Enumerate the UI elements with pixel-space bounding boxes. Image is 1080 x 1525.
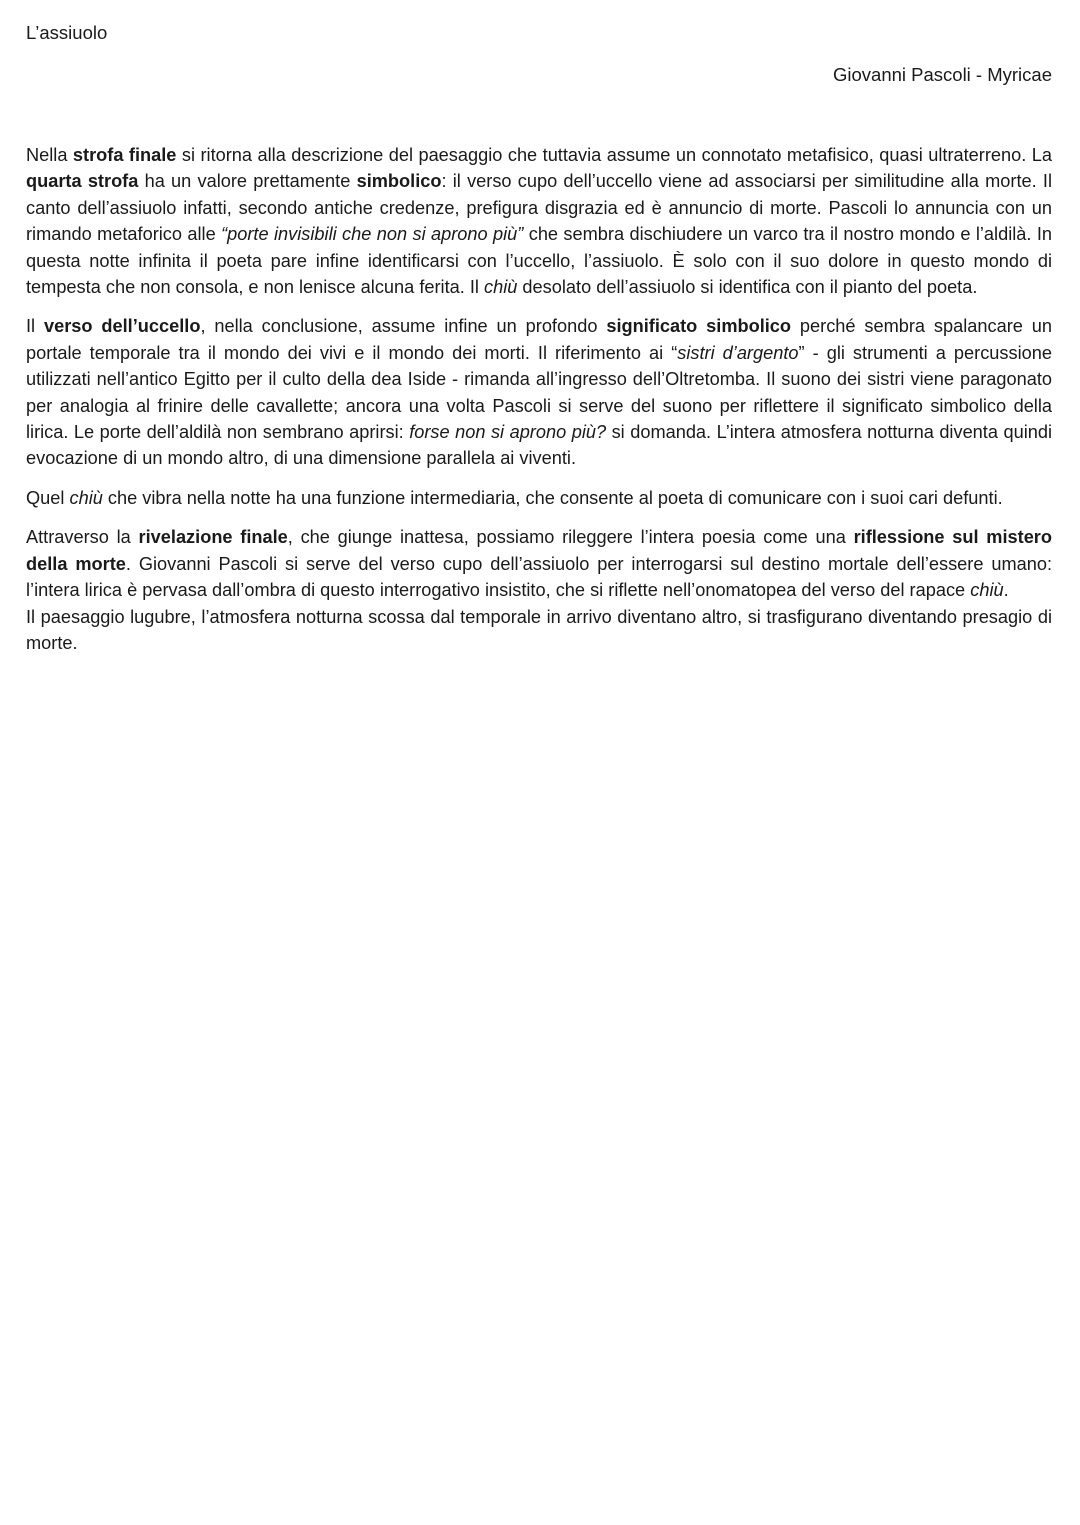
text-run: Il paesaggio lugubre, l’atmosfera notturna scossa dal temporale in arrivo diventano altro, si trasfigurano diventando presagio di morte. <box>26 606 1052 653</box>
paragraph-5 <box>26 604 1052 657</box>
document-title: L’assiuolo <box>26 22 108 43</box>
text-run: . <box>1003 580 1009 601</box>
document-author-header: Giovanni Pascoli - Myricae <box>833 64 1052 85</box>
text-run: che vibra nella notte ha una funzione intermediaria, che consente al poeta di comunicare con i suoi cari defunti. <box>102 487 1003 508</box>
paragraph-4 <box>26 524 1052 603</box>
italic-phrase: chiù <box>484 277 518 298</box>
bold-phrase: verso dell’uccello <box>43 316 201 337</box>
text-run: Attraverso la <box>26 527 139 548</box>
text-run: , nella conclusione, assume infine un profondo <box>200 316 607 337</box>
text-run: si domanda. L’intera atmosfera notturna diventa quindi evocazione di un mondo altro, di una dimensione parallela ai viventi. <box>26 422 1053 469</box>
italic-phrase: “porte invisibili che non si aprono più” <box>221 224 524 245</box>
text-run: . Giovanni Pascoli si serve del verso cupo dell’assiuolo per interrogarsi sul destino mortale dell’essere umano: l’intera lirica è pervasa dall’ombra di questo interrogativo insistito, che si riflette nell’onomatopea del verso del rapace <box>26 553 1052 601</box>
document-body <box>26 142 1052 656</box>
paragraph-2 <box>26 313 1052 471</box>
text-run: Il <box>26 316 44 337</box>
text-run: si ritorna alla descrizione del paesaggio che tuttavia assume un connotato metafisico, quasi ultraterreno. La <box>176 145 1052 165</box>
text-run: perché sembra spalancare un portale temporale tra il mondo dei vivi e il mondo dei morti. Il riferimento ai “ <box>26 316 1052 363</box>
bold-phrase: riflessione sul mistero della morte <box>26 527 1052 574</box>
text-run: ” - gli strumenti a percussione utilizzati nell’antico Egitto per il culto della dea Iside - rimanda all’ingresso dell’Oltretomba. Il suono dei sistri viene paragonato per analogia al frinire delle cavallette; ancora una volta Pascoli si serve del suono per riflettere il significato simbolico della lirica. Le porte dell’aldilà non sembrano aprirsi: <box>26 342 1052 443</box>
paragraph-3 <box>26 485 1052 511</box>
text-run: : il verso cupo dell’uccello viene ad associarsi per similitudine alla morte. Il canto dell’assiuolo infatti, secondo antiche credenze, prefigura disgrazia ed è annuncio di morte. Pascoli lo annuncia con un rimando metaforico alle <box>26 171 1053 245</box>
bold-phrase: quarta strofa <box>26 171 139 192</box>
italic-phrase: chiù <box>69 487 103 508</box>
italic-phrase: chiù <box>970 580 1004 601</box>
text-run: che sembra dischiudere un varco tra il nostro mondo e l’aldilà. In questa notte infinita il poeta pare infine identificarsi con l’uccello, l’assiuolo. È solo con il suo dolore in questo mondo di tempesta che non consola, e non lenisce alcuna ferita. Il <box>26 224 1052 298</box>
bold-phrase: strofa finale <box>72 145 177 165</box>
text-run: Nella <box>26 145 73 165</box>
bold-phrase: rivelazione finale <box>138 527 288 548</box>
italic-phrase: forse non si aprono più? <box>409 422 607 443</box>
text-run: ha un valore prettamente <box>138 171 357 192</box>
bold-phrase: significato simbolico <box>606 316 792 337</box>
text-run: Quel <box>26 487 70 508</box>
italic-phrase: sistri d’argento <box>677 342 799 363</box>
bold-phrase: simbolico <box>356 171 442 192</box>
text-run: , che giunge inattesa, possiamo rileggere l’intera poesia come una <box>287 527 854 548</box>
paragraph-1 <box>26 142 1052 300</box>
text-run: desolato dell’assiuolo si identifica con il pianto del poeta. <box>517 277 978 298</box>
